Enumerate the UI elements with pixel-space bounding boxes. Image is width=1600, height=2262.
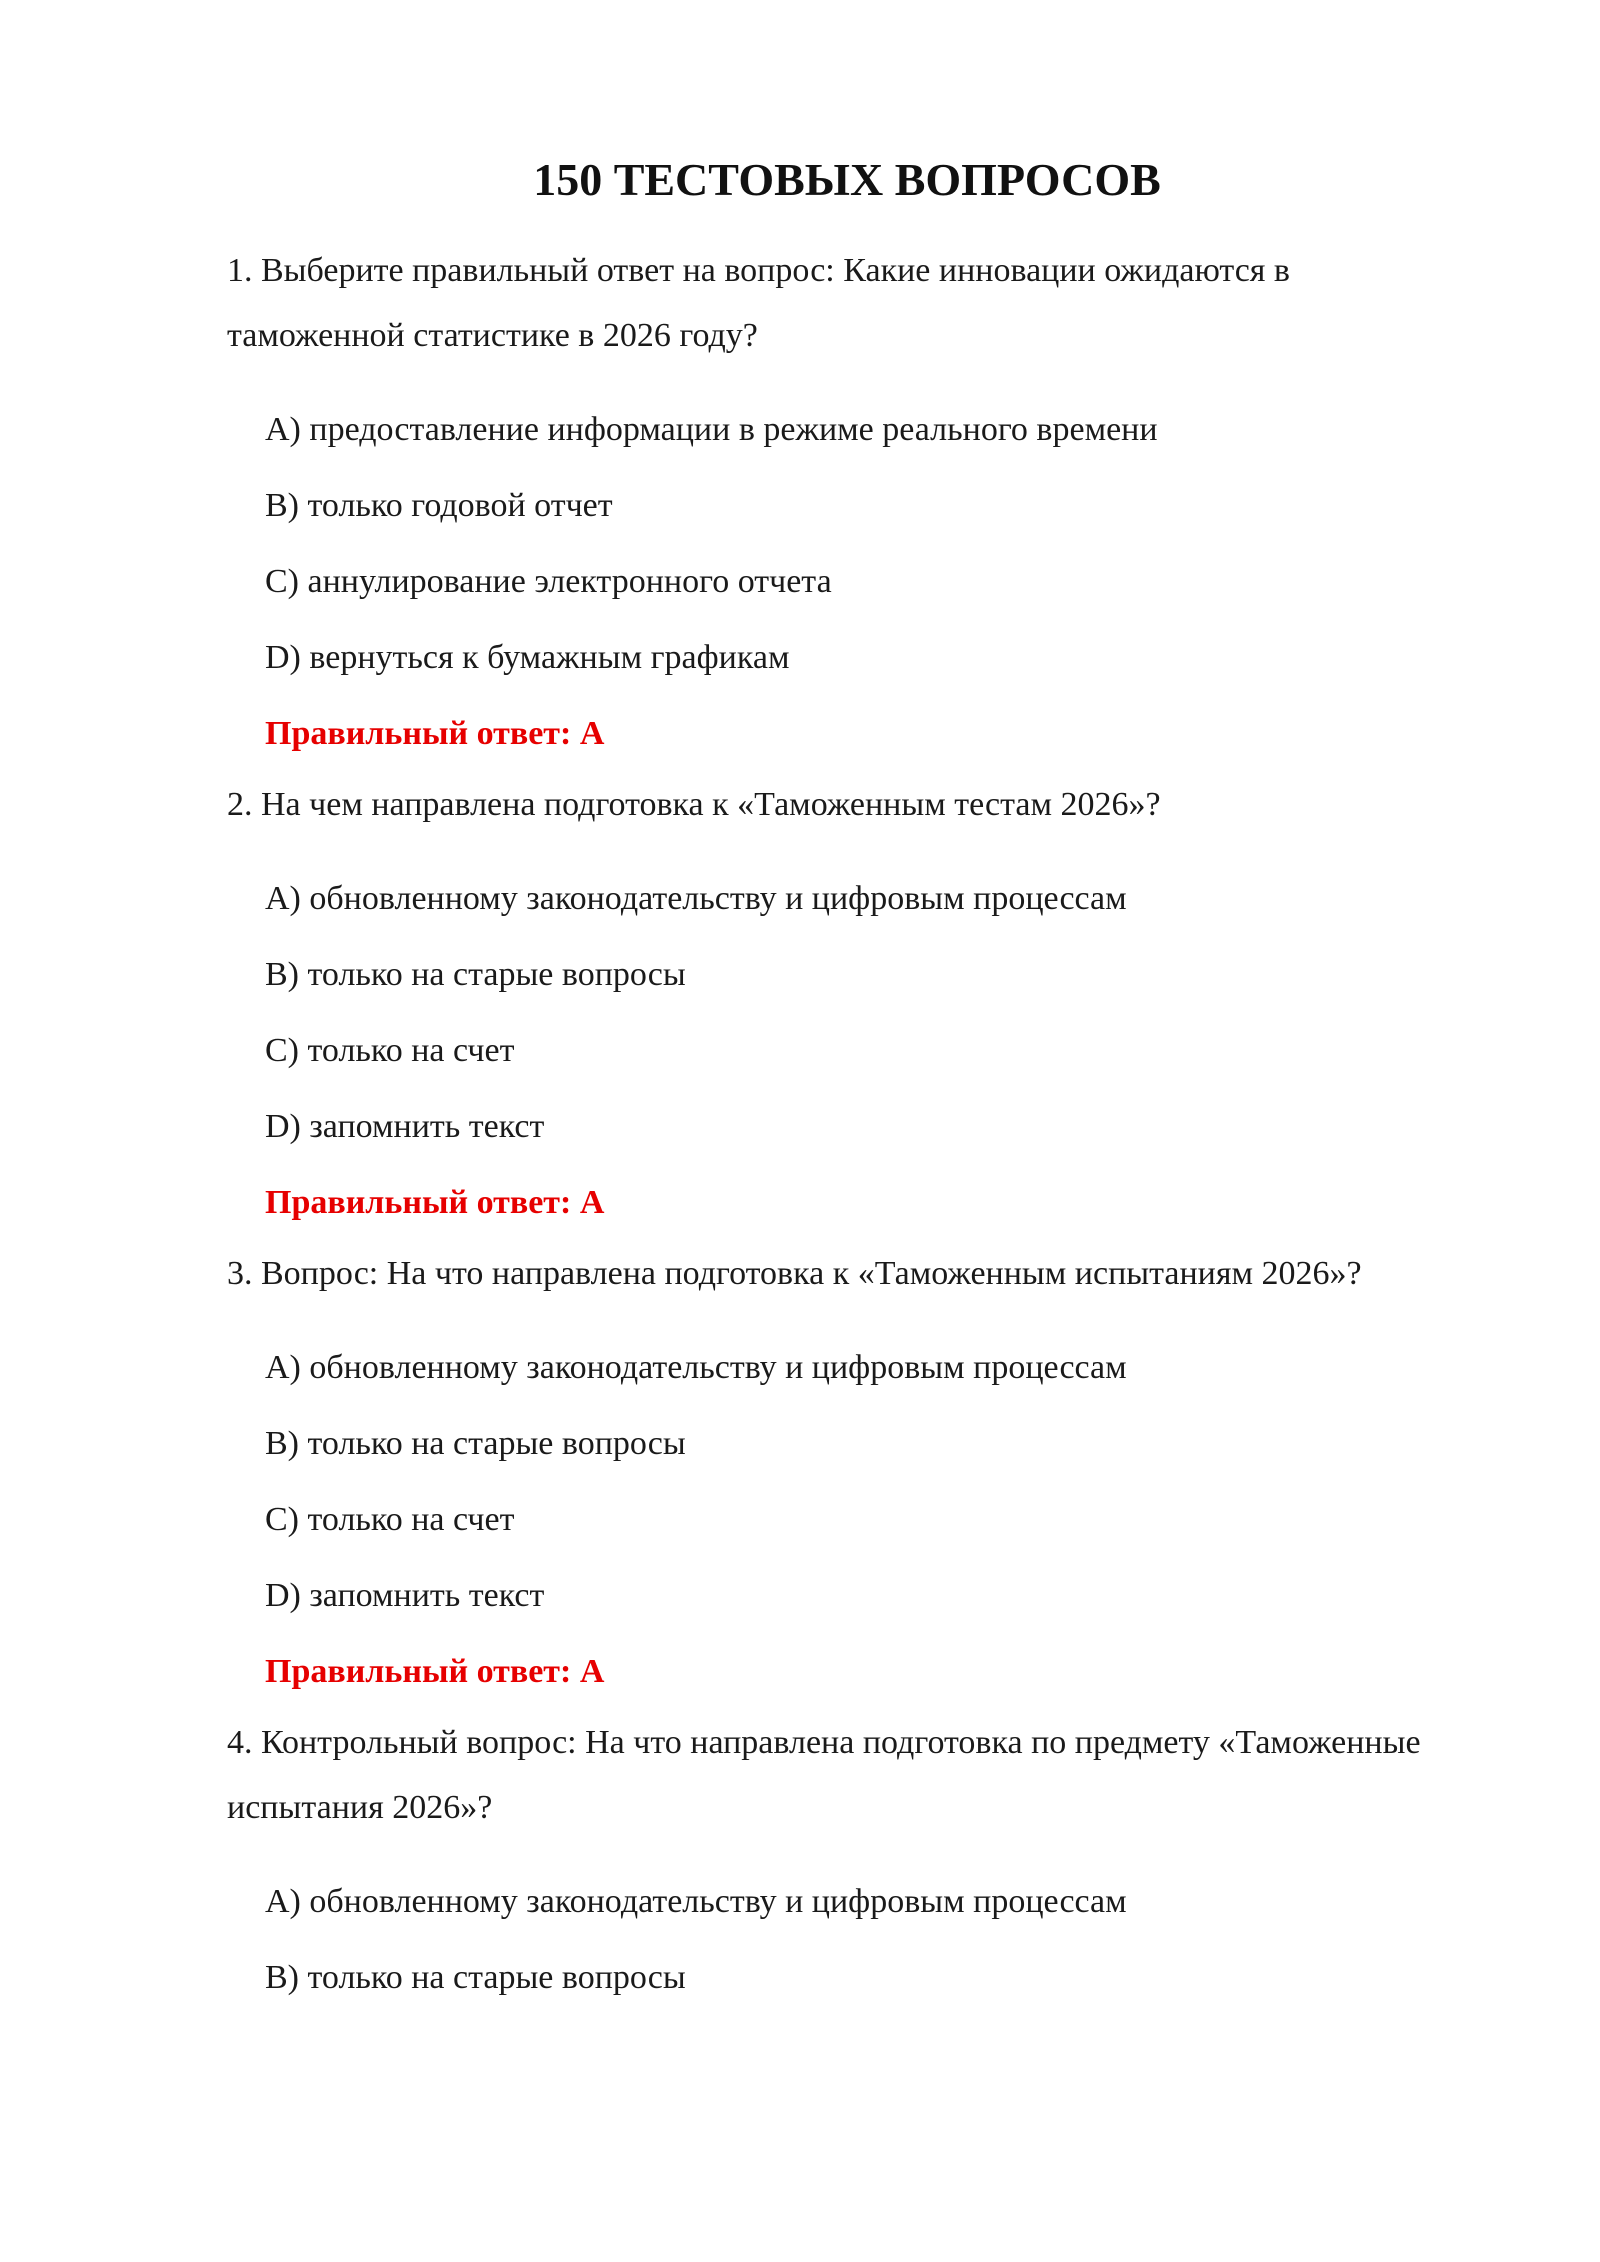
option-list [227,1864,1427,2016]
question-text: 1. Выберите правильный ответ на вопрос: Какие инновации ожидаются в таможенной статистике в 2026 году? [227,252,1290,354]
correct-answer: Правильный ответ: A [265,1184,605,1221]
option-item: A) обновленному законодательству и цифровым процессам [265,1349,1127,1386]
correct-answer: Правильный ответ: A [265,1653,605,1690]
question-item [227,1710,1427,2016]
correct-answer: Правильный ответ: A [265,715,605,752]
question-list [227,238,1427,2016]
option-item: C) только на счет [265,1032,515,1069]
option-item: B) только на старые вопросы [265,1959,686,1996]
question-text: 4. Контрольный вопрос: На что направлена подготовка по предмету «Таможенные испытания 2026»? [227,1724,1421,1826]
option-item: B) только на старые вопросы [265,956,686,993]
question-text: 2. На чем направлена подготовка к «Таможенным тестам 2026»? [227,786,1161,823]
option-item: D) запомнить текст [265,1108,545,1145]
option-item: D) запомнить текст [265,1577,545,1614]
option-item: B) только годовой отчет [265,487,613,524]
question-item [227,238,1427,772]
question-item [227,1241,1427,1710]
option-item: D) вернуться к бумажным графикам [265,639,790,676]
document-title: 150 ТЕСТОВЫХ ВОПРОСОВ [533,154,1161,205]
option-item: C) аннулирование электронного отчета [265,563,832,600]
question-text: 3. Вопрос: На что направлена подготовка к «Таможенным испытаниям 2026»? [227,1255,1362,1292]
option-list [227,392,1427,696]
option-item: A) обновленному законодательству и цифровым процессам [265,880,1127,917]
option-item: A) обновленному законодательству и цифровым процессам [265,1883,1127,1920]
option-item: A) предоставление информации в режиме реального времени [265,411,1158,448]
option-list [227,1330,1427,1634]
question-item [227,772,1427,1241]
option-item: B) только на старые вопросы [265,1425,686,1462]
option-item: C) только на счет [265,1501,515,1538]
option-list [227,861,1427,1165]
